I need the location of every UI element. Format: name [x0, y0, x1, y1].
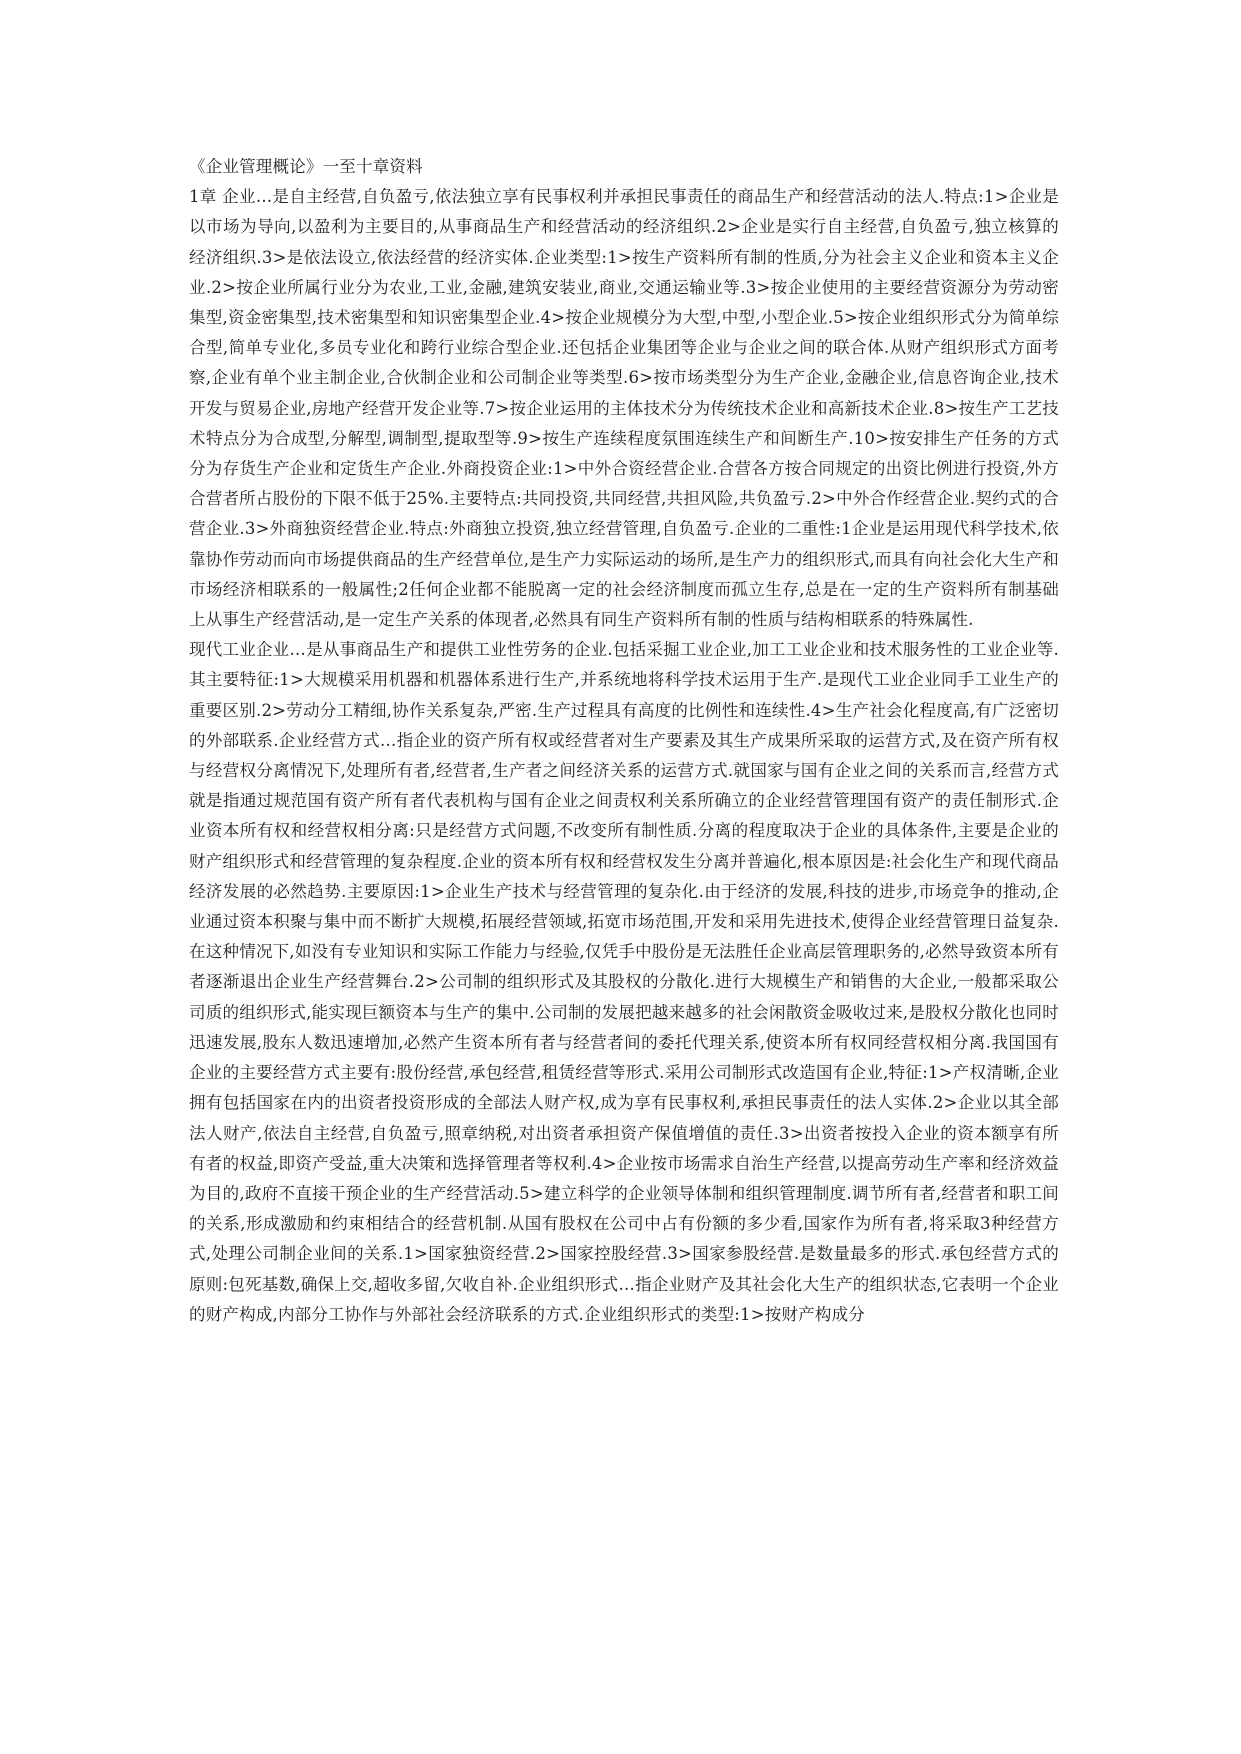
- document-title: 《企业管理概论》一至十章资料: [189, 157, 423, 176]
- document-page: [189, 152, 1059, 1330]
- paragraph-1: 1章 企业…是自主经营,自负盈亏,依法独立享有民事权利并承担民事责任的商品生产和经营活动的法人.特点:1>企业是以市场为导向,以盈利为主要目的,从事商品生产和经营活动的经济组织.2>企业是实行自主经营,自负盈亏,独立核算的经济组织.3>是依法设立,依法经营的经济实体.企业类型:1>按生产资料所有制的性质,分为社会主义企业和资本主义企业.2>按企业所属行业分为农业,工业,金融,建筑安装业,商业,交通运输业等.3>按企业使用的主要经营资源分为劳动密集型,资金密集型,技术密集型和知识密集型企业.4>按企业规模分为大型,中型,小型企业.5>按企业组织形式分为简单综合型,简单专业化,多员专业化和跨行业综合型企业.还包括企业集团等企业与企业之间的联合体.从财产组织形式方面考察,企业有单个业主制企业,合伙制企业和公司制企业等类型.6>按市场类型分为生产企业,金融企业,信息咨询企业,技术开发与贸易企业,房地产经营开发企业等.7>按企业运用的主体技术分为传统技术企业和高新技术企业.8>按生产工艺技术特点分为合成型,分解型,调制型,提取型等.9>按生产连续程度氛围连续生产和间断生产.10>按安排生产任务的方式分为存货生产企业和定货生产企业.外商投资企业:1>中外合资经营企业.合营各方按合同规定的出资比例进行投资,外方合营者所占股份的下限不低于25%.主要特点:共同投资,共同经营,共担风险,共负盈亏.2>中外合作经营企业.契约式的合营企业.3>外商独资经营企业.特点:外商独立投资,独立经营管理,自负盈亏.企业的二重性:1企业是运用现代科学技术,依靠协作劳动而向市场提供商品的生产经营单位,是生产力实际运动的场所,是生产力的组织形式,而具有向社会化大生产和市场经济相联系的一般属性;2任何企业都不能脱离一定的社会经济制度而孤立生存,总是在一定的生产资料所有制基础上从事生产经营活动,是一定生产关系的体现者,必然具有同生产资料所有制的性质与结构相联系的特殊属性.: [189, 187, 1059, 630]
- paragraph-2: 现代工业企业…是从事商品生产和提供工业性劳务的企业.包括采掘工业企业,加工工业企业和技术服务性的工业企业等.其主要特征:1>大规模采用机器和机器体系进行生产,并系统地将科学技术运用于生产.是现代工业企业同手工业生产的重要区别.2>劳动分工精细,协作关系复杂,严密.生产过程具有高度的比例性和连续性.4>生产社会化程度高,有广泛密切的外部联系.企业经营方式…指企业的资产所有权或经营者对生产要素及其生产成果所采取的运营方式,及在资产所有权与经营权分离情况下,处理所有者,经营者,生产者之间经济关系的运营方式.就国家与国有企业之间的关系而言,经营方式就是指通过规范国有资产所有者代表机构与国有企业之间责权利关系所确立的企业经营管理国有资产的责任制形式.企业资本所有权和经营权相分离:只是经营方式问题,不改变所有制性质.分离的程度取决于企业的具体条件,主要是企业的财产组织形式和经营管理的复杂程度.企业的资本所有权和经营权发生分离并普遍化,根本原因是:社会化生产和现代商品经济发展的必然趋势.主要原因:1>企业生产技术与经营管理的复杂化.由于经济的发展,科技的进步,市场竞争的推动,企业通过资本积聚与集中而不断扩大规模,拓展经营领域,拓宽市场范围,开发和采用先进技术,使得企业经营管理日益复杂.在这种情况下,如没有专业知识和实际工作能力与经验,仅凭手中股份是无法胜任企业高层管理职务的,必然导致资本所有者逐渐退出企业生产经营舞台.2>公司制的组织形式及其股权的分散化.进行大规模生产和销售的大企业,一般都采取公司质的组织形式,能实现巨额资本与生产的集中.公司制的发展把越来越多的社会闲散资金吸收过来,是股权分散化也同时迅速发展,股东人数迅速增加,必然产生资本所有者与经营者间的委托代理关系,使资本所有权同经营权相分离.我国国有企业的主要经营方式主要有:股份经营,承包经营,租赁经营等形式.采用公司制形式改造国有企业,特征:1>产权清晰,企业拥有包括国家在内的出资者投资形成的全部法人财产权,成为享有民事权利,承担民事责任的法人实体.2>企业以其全部法人财产,依法自主经营,自负盈亏,照章纳税,对出资者承担资产保值增值的责任.3>出资者按投入企业的资本额享有所有者的权益,即资产受益,重大决策和选择管理者等权利.4>企业按市场需求自治生产经营,以提高劳动生产率和经济效益为目的,政府不直接干预企业的生产经营活动.5>建立科学的企业领导体制和组织管理制度.调节所有者,经营者和职工间的关系,形成激励和约束相结合的经营机制.从国有股权在公司中占有份额的多少看,国家作为所有者,将采取3种经营方式,处理公司制企业间的关系.1>国家独资经营.2>国家控股经营.3>国家参股经营.是数量最多的形式.承包经营方式的原则:包死基数,确保上交,超收多留,欠收自补.企业组织形式…指企业财产及其社会化大生产的组织状态,它表明一个企业的财产构成,内部分工协作与外部社会经济联系的方式.企业组织形式的类型:1>按财产构成分: [189, 640, 1059, 1324]
